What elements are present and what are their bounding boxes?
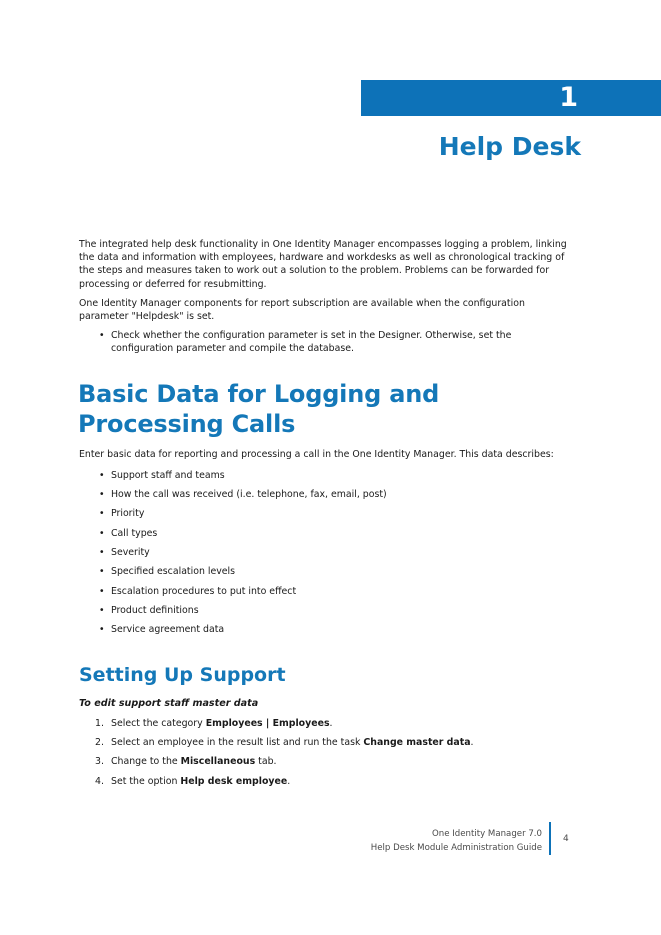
intro-paragraph: One Identity Manager components for report subscription are available when the configuration parameter "Helpdesk" is set. (79, 297, 525, 323)
list-item: • Service agreement data (79, 623, 574, 636)
step-item: 1. Select the category Employees | Employees. (95, 717, 333, 729)
intro-paragraph: The integrated help desk functionality in One Identity Manager encompasses logging a problem, linking the data and information with employees, hardware and workdesks as well as chronological tracking of the steps and measures taken to work out a solution to the problem. Problems can be forwarded for processing or deferred for resubmitting. (79, 239, 567, 290)
step-item: 3. Change to the Miscellaneous tab. (95, 756, 277, 768)
list-item: • Support staff and teams (79, 469, 574, 482)
list-item: • Priority (79, 507, 574, 520)
list-item: • Call types (79, 527, 574, 540)
list-item: • Check whether the configuration parameter is set in the Designer. Otherwise, set the configuration parameter and compile the database. (79, 329, 574, 355)
basic-data-list (79, 469, 574, 637)
list-item: • Specified escalation levels (79, 565, 574, 578)
section-intro: Enter basic data for reporting and processing a call in the One Identity Manager. This data describes: (79, 448, 554, 460)
subsection-heading: Setting Up Support (79, 664, 286, 687)
list-item: • How the call was received (i.e. telephone, fax, email, post) (79, 488, 574, 501)
procedure-steps (79, 717, 574, 788)
page-footer (371, 827, 542, 855)
page-number: 4 (563, 834, 569, 844)
footer-guide: Help Desk Module Administration Guide (370, 843, 542, 853)
step-item: 4. Set the option Help desk employee. (95, 775, 291, 787)
step-item: 2. Select an employee in the result list and run the task Change master data. (95, 736, 474, 748)
procedure-title: To edit support staff master data (79, 698, 259, 710)
intro-bullet-list (79, 329, 574, 355)
chapter-number-banner (361, 80, 661, 116)
footer-product: One Identity Manager 7.0 (432, 829, 542, 839)
chapter-number: 1 (559, 82, 578, 113)
page-content (79, 238, 574, 794)
footer-divider (549, 822, 551, 855)
section-heading: Basic Data for Logging and Processing Calls (78, 379, 440, 438)
list-item: • Severity (79, 546, 574, 559)
chapter-title: Help Desk (438, 132, 581, 161)
list-item: • Product definitions (79, 604, 574, 617)
list-item: • Escalation procedures to put into effect (79, 585, 574, 598)
